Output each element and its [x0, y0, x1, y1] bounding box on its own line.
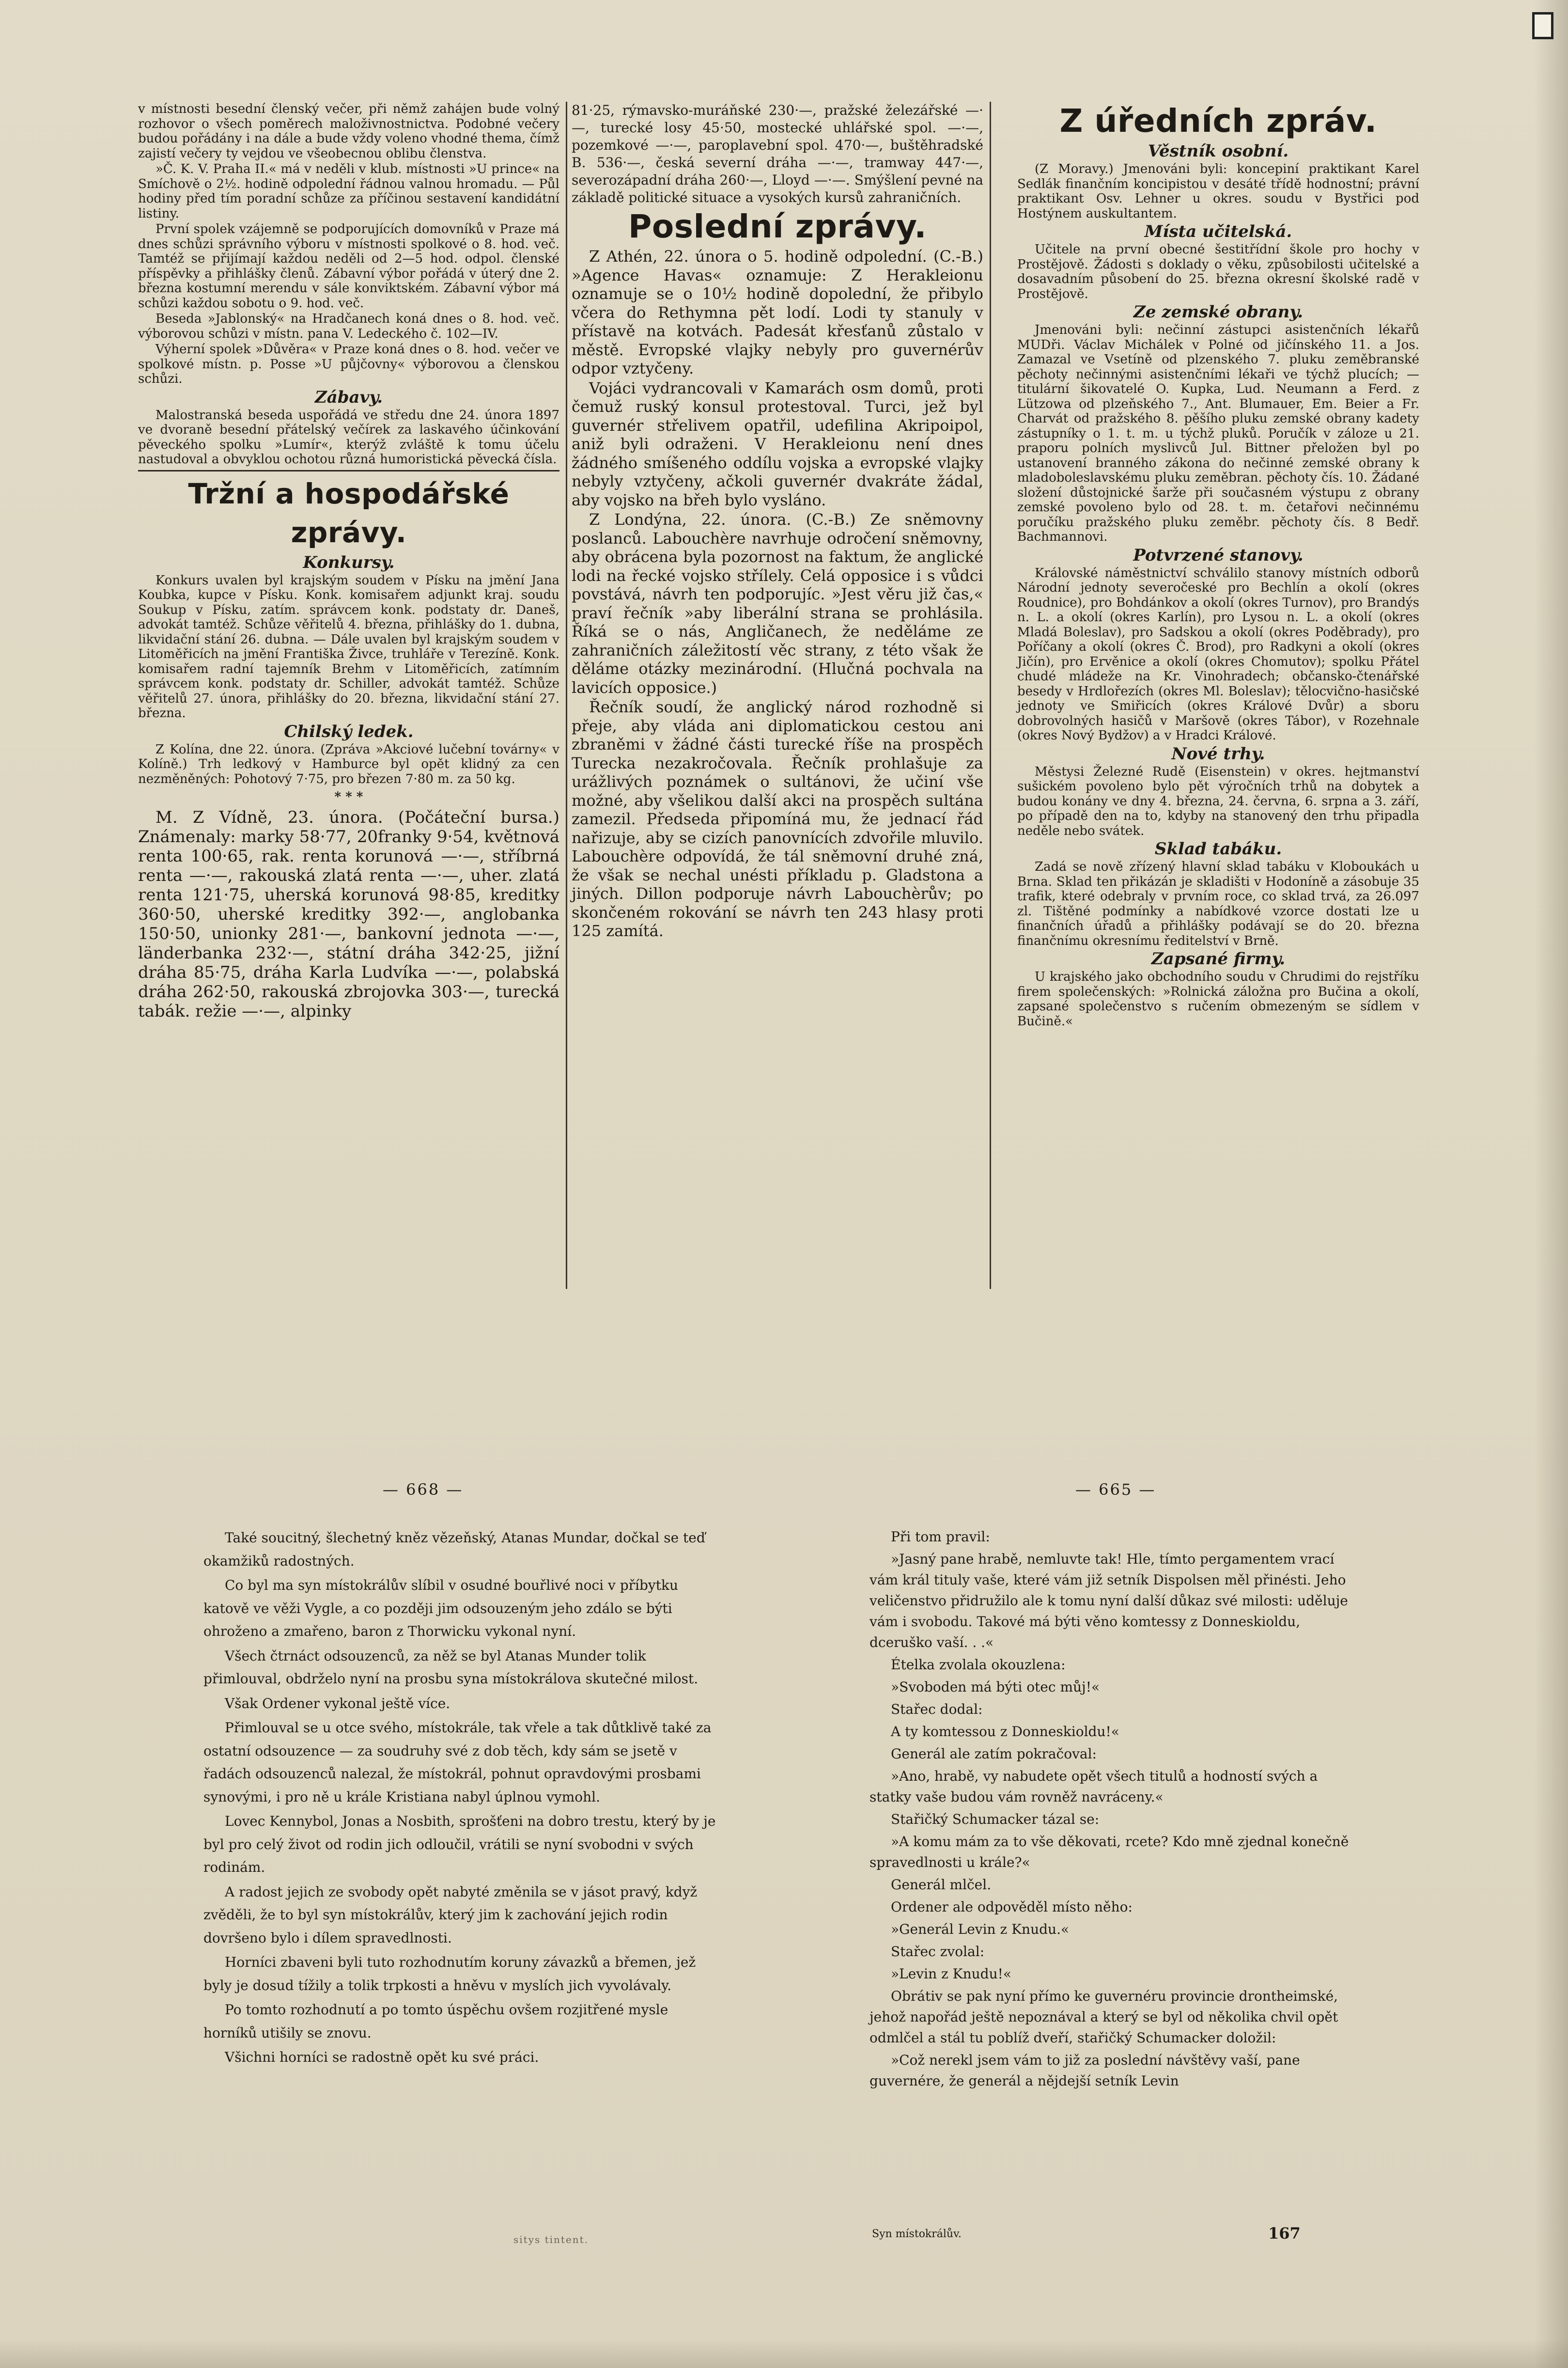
novel-paragraph: »Což nerekl jsem vám to již za poslední návštěvy vaší, pane guvernére, že generál a nějdejší setník Levin [869, 2052, 1300, 2089]
novel-paragraph: »Ano, hrabě, vy nabudete opět všech titulů a hodností svých a statky vaše budou vám rovněž navráceny.« [869, 1768, 1318, 1805]
novel-paragraph: Všichni horníci se radostně opět ku své práci. [225, 2049, 539, 2065]
novel-paragraph: Stařec dodal: [891, 1701, 983, 1717]
firmy-paragraph: U krajského jako obchodního soudu v Chrudimi do rejstříku firem společenských: »Rolnická záložna pro Bučina a okolí, zapsané společenstvo s ručením obmezeným se sídlem v Bučině.« [1017, 970, 1419, 1029]
novel-title-footer: Syn místokrálův. [872, 2228, 962, 2240]
firmy-heading: Zapsané firmy. [1151, 949, 1286, 969]
novel-paragraph: Generál ale zatím pokračoval: [891, 1746, 1097, 1762]
spolky-paragraph: Beseda »Jablonský« na Hradčanech koná dnes o 8. hod. več. výborovou schůzi v místn. pana V. Ledeckého č. 102—IV. [138, 312, 559, 341]
paper-edge-shadow [1534, 0, 1568, 2368]
novel-paragraph: Ételka zvolala okouzlena: [891, 1657, 1066, 1673]
middle-column [572, 102, 983, 941]
trhy-heading: Nové trhy. [1171, 744, 1265, 764]
sklad-paragraph: Zadá se nově zřízený hlavní sklad tabáku v Kloboukách u Brna. Sklad ten přikázán je skladišti v Hodoníně a zásobuje 35 trafik, které odebraly v prvním roce, co sklad trvá, za 26.097 zl. Tištěné podmínky a nabídkové vzorce dostati lze u finančních úřadů a přihlášky podávají se do 20. března finančnímu okresnímu ředitelství v Brně. [1017, 860, 1419, 948]
mista-paragraph: Učitele na první obecné šestitřídní škole pro hochy v Prostějově. Žádosti s doklady o věku, způsobilosti učitelské a dosavadním působení do 25. března okresní školské radě v Prostějově. [1017, 242, 1419, 301]
ledek-heading: Chilský ledek. [284, 721, 414, 741]
trzni-zpravy-heading: Tržní a hospodářské zprávy. [188, 477, 510, 549]
novel-paragraph: Lovec Kennybol, Jonas a Nosbith, sprošťeni na dobro trestu, který by je byl pro celý život od rodin jich odloučil, vrátili se nyní svobodni v svých rodinám. [203, 1813, 716, 1875]
novel-left-page [203, 1526, 717, 2070]
spolky-paragraph: v místnosti besední členský večer, při němž zahájen bude volný rozhovor o všech poměrech maloživnostnictva. Podobné večery budou pořádány i na dále a bude vždy voleno vhodné thema, čímž zajistí večery ty vejdou ve všeobecnou oblibu členstva. [138, 102, 559, 161]
posledni-zpravy-heading: Poslední zprávy. [628, 208, 927, 245]
novel-paragraph: »Jasný pane hrabě, nemluvte tak! Hle, tímto pergamentem vrací vám král tituly vaše, které vám již setník Dispolsen měl přinésti. Jeho veličenstvo přidružilo ale k tomu nyní další důkaz své milosti: uděluje vám i svobodu. Takové má býti věno komtessy z Donneskioldu, dceruško vaší. . .« [869, 1551, 1348, 1650]
novel-paragraph: Však Ordener vykonal ještě více. [225, 1695, 450, 1711]
vestnik-paragraph: (Z Moravy.) Jmenováni byli: koncepiní praktikant Karel Sedlák finančním koncipistou v desáté třídě hodnostní; právní praktikant Osv. Lehner u okres. soudu v Bystřici pod Hostýnem auskultantem. [1017, 162, 1419, 221]
spolky-paragraph: První spolek vzájemně se podporujících domovníků v Praze má dnes schůzi správního výboru v místnosti spolkové o 8. hod. več. Tamtéž se přijímají každou neděli od 2—5 hod. odpol. členské příspěvky a přihlášky členů. Zábavní výbor pořádá v úterý dne 2. března kostumní merendu v sále konviktském. Zábavní výbor má schůzi každou sobotu o 9. hod. več. [138, 222, 559, 311]
novel-paragraph: Také soucitný, šlechetný kněz vězeňský, Atanas Mundar, dočkal se teď okamžiků radostných. [203, 1530, 705, 1569]
vestnik-heading: Věstník osobní. [1148, 141, 1289, 161]
novel-paragraph: Všech čtrnáct odsouzenců, za něž se byl Atanas Munder tolik přimlouval, obdrželo nyní na prosbu syna místokrálova skutečné milost. [203, 1647, 699, 1687]
novel-paragraph: Horníci zbaveni byli tuto rozhodnutím koruny závazků a břemen, jež byly je dosud tížily a tolik trpkosti a hněvu v myslích jich vyvolávaly. [203, 1954, 696, 1993]
uredni-zpravy-heading: Z úředních zpráv. [1059, 102, 1377, 140]
novel-right-page [869, 1526, 1364, 2093]
konkursy-heading: Konkursy. [303, 552, 395, 572]
athens-report: Z Athén, 22. února o 5. hodině odpolední. (C.-B.) »Agence Havas« oznamuje: Z Herakleionu oznamuje se o 10½ hodině dopolední, že přibylo včera do Rethymna pět lodí. Lodi ty stanuly v přístavě na kotvách. Padesát křesťanů zůstalo v městě. Evropské vlajky nebyly pro guvernérův odpor vztyčeny. [572, 247, 983, 377]
novel-paragraph: Co byl ma syn místokrálův slíbil v osudné bouřlivé noci v příbytku katově ve věži Vygle, a co později jim odsouzeným jeho zdálo se býti ohroženo a zmařeno, baron z Thorwicku vykonal nyní. [203, 1577, 679, 1639]
right-column [1017, 102, 1419, 1030]
column-rule [990, 102, 991, 1289]
novel-paragraph: Po tomto rozhodnutí a po tomto úspěchu ovšem rozjitřené mysle horníků utišily se znovu. [203, 2002, 668, 2041]
stanovy-heading: Potvrzené stanovy. [1133, 545, 1304, 565]
separator-stars: * * * [334, 790, 363, 804]
novel-paragraph: »Generál Levin z Knudu.« [891, 1921, 1070, 1937]
left-page-number: — 668 — [383, 1480, 464, 1499]
london-report: Z Londýna, 22. února. (C.-B.) Ze sněmovny poslanců. Labouchère navrhuje odročení sněmovny, aby obrácena byla pozornost na faktum, že anglické lodi na řecké vojsko střílely. Celá opposice i s vůdci povstává, návrh ten podporujíc. »Jest věru již čas,« praví řečník »aby liberální strana se prohlásila. Říká se o nás, Angličanech, že neděláme ze zahraničních záležitostí věc strany, z této však že děláme otázky mezinárodní. (Hlučná pochvala na lavicích opposice.) [572, 510, 983, 697]
stanovy-paragraph: Královské náměstnictví schválilo stanovy místních odborů Národní jednoty severočeské pro Bechlín a okolí (okres Roudnice), pro Bohdánkov a okolí (okres Turnov), pro Brandýs n. L. a okolí (okres Karlín), pro Lysou n. L. a okolí (okres Mladá Boleslav), pro Sadskou a okolí (okres Poděbrady), pro Poříčany a okolí (okres Č. Brod), pro Radkyni a okolí (okres Jičín), pro Ervěnice a okolí (okres Chomutov); spolku Přátel chudé mládeže na Kr. Vinohradech; občansko-čtenářské besedy v Hrdlořezích (okres Ml. Boleslav); tělocvično-hasičské jednoty ve Smiřicích (okres Králové Dvůr) a sboru dobrovolných hasičů v Maršově (okres Tábor), v Rozehnale (okres Nový Bydžov) a v Hradci Králové. [1017, 565, 1419, 743]
trhy-paragraph: Městysi Železné Rudě (Eisenstein) v okres. hejtmanství sušickém povoleno bylo pět výročních trhů na dobytek a budou konány ve dny 4. března, 24. června, 6. srpna a 3. září, po případě den na to, kdyby na stanovený den trhu připadla neděle nebo svátek. [1017, 764, 1419, 838]
viden-bursa-paragraph: M. Z Vídně, 23. února. (Počáteční bursa.) Známenaly: marky 58·77, 20franky 9·54, květnová renta 100·65, rak. renta korunová —·—, stříbrná renta —·—, rakouská zlatá renta —·—, uher. zlatá renta 121·75, uherská korunová 98·85, kreditky 360·50, uherské kreditky 392·—, anglobanka 150·50, unionky 281·—, bankovní jednota —·—, länderbanka 232·—, státní dráha 342·25, jižní dráha 85·75, dráha Karla Ludvíka —·—, polabská dráha 262·50, rakouská zbrojovka 303·—, turecká tabák. režie —·—, alpinky [138, 808, 559, 1021]
column-rule [566, 102, 567, 1289]
spolky-paragraph: »Č. K. V. Praha II.« má v neděli v klub. místnosti »U prince« na Smíchově o 2½. hodině odpolední řádnou valnou hromadu. — Půl hodiny před tím poradní schůze za příčinou sestavení kandidátní listiny. [138, 162, 559, 221]
london-report-2: Řečník soudí, že anglický národ rozhodně si přeje, aby vláda ani diplomatickou cestou ani zbraněmi v žádné části turecké říše na prospěch Turecka nezakročovala. Řečník prohlašuje za urážlivých poznámek o sultánovi, že učiní vše možné, aby všelikou další akci na prospěch sultána zamezil. Předseda připomíná mu, že jednací řád nařizuje, aby se cizích panovnících zdvořile mluvilo. Labouchère odpovídá, že tál sněmovní druhé zná, že však se nechal unésti příkladu p. Gladstona a jiných. Dillon podporuje návrh Labouchèrův; po skončeném rokování se návrh ten 243 hlasy proti 125 zamítá. [572, 698, 983, 940]
novel-paragraph: A radost jejich ze svobody opět nabyté změnila se v jásot pravý, když zvěděli, že to byl syn místokrálův, který jim k zachování jejich rodin dovršeno bylo i dílem spravedlnosti. [203, 1883, 698, 1946]
zabavy-paragraph: Malostranská beseda uspořádá ve středu dne 24. února 1897 ve dvoraně besední přátelský večírek za laskavého účinkování pěveckého spolku »Lumír«, kterýž zvláště k tomu účelu nastudoval a obvyklou ochotou různá humoristická pěvecká čísla. [138, 408, 559, 467]
ledek-paragraph: Z Kolína, dne 22. února. (Zpráva »Akciové lučební továrny« v Kolíně.) Trh ledkový v Hamburce byl opět klidný za cen nezměněných: Pohotový 7·75, pro březen 7·80 m. za 50 kg. [138, 742, 559, 786]
corner-tab-mark [1532, 12, 1553, 39]
zemske-obrany-heading: Ze zemské obrany. [1133, 302, 1304, 322]
sheet-number: 167 [1268, 2224, 1301, 2243]
novel-paragraph: Obrátiv se pak nyní přímo ke guvernéru provincie drontheimské, jehož napořád ještě nepoznával a který se byl od několika chvil opět odmlčel a stál tu poblíž dveří, stařičký Schumacker doložil: [869, 1988, 1338, 2046]
section-divider [138, 470, 559, 471]
spolky-paragraph: Výherní spolek »Důvěra« v Praze koná dnes o 8. hod. večer ve spolkové místn. p. Posse »U půjčovny« výborovou a členskou schůzi. [138, 342, 559, 386]
novel-paragraph: »Levin z Knudu!« [891, 1966, 1011, 1982]
novel-paragraph: Při tom pravil: [891, 1529, 990, 1545]
zabavy-heading: Zábavy. [314, 387, 383, 407]
paper-bottom-shadow [0, 2339, 1568, 2368]
konkursy-paragraph: Konkurs uvalen byl krajským soudem v Písku na jmění Jana Koubka, kupce v Písku. Konk. komisařem adjunkt kraj. soudu Soukup v Písku, zatím. správcem konk. podstaty dr. Daneš, advokát tamtéž. Schůze věřitelů 4. března, přihlášky do 1. dubna, likvidační stání 26. dubna. — Dále uvalen byl krajským soudem v Litoměřicích na jmění Františka Živce, truhláře v Terezíně. Konk. komisařem radní tajemník Brehm v Litoměřicích, zatímním správcem konk. podstaty dr. Schiller, advokát tamtéž. Schůze věřitelů 27. února, přihlášky do 20. března, likvidační stání 27. března. [138, 573, 559, 721]
sklad-heading: Sklad tabáku. [1154, 839, 1282, 859]
novel-paragraph: »Svoboden má býti otec můj!« [891, 1679, 1100, 1695]
novel-paragraph: »A komu mám za to vše děkovati, rcete? Kdo mně zjednal konečně spravedlnosti u krále?« [869, 1834, 1349, 1870]
novel-paragraph: Generál mlčel. [891, 1877, 992, 1893]
athens-report-2: Vojáci vydrancovali v Kamarách osm domů, proti čemuž ruský konsul protestoval. Turci, jež byl guvernér střelivem opatřil, udefilina Akripoipol, aniž byli odraženi. V Herakleionu není dnes žádného smíšeného oddílu vojska a evropské vlajky nebyly vztyčeny, ačkoli guvernér dvakráte žádal, aby vojsko na břeh bylo vysláno. [572, 378, 983, 509]
novel-paragraph: Přimlouval se u otce svého, místokrále, tak vřele a tak důtklivě také za ostatní odsouzence — za soudruhy své z dob těch, kdy sám se jsetě v řadách odsouzenců nalezal, že místokrál, pohnut opravdovými prosbami synovými, i pro ně u krále Kristiana nabyl úplnou vymohl. [203, 1720, 712, 1805]
novel-paragraph: Ordener ale odpověděl místo něho: [891, 1899, 1133, 1915]
zemske-obrany-paragraph: Jmenováni byli: nečinní zástupci asistenčních lékařů MUDři. Václav Michálek v Polné od jičínského 11. a Jos. Zamazal ve Vsetíně od plzenského 7. pluku zeměbranské pěchoty nečinnými asistenčními lékaři ve týchž plucích; — titulární šikovatelé O. Kupka, Lud. Neumann a Ferd. z Lützowa od plzeňského 7., Ant. Blumauer, Em. Beier a Fr. Charvát od pražského 8. pěšího pluku zemské obrany kadety zástupníky o 1. t. m. u týchž pluků. Poručík v záloze u 21. praporu polních myslivců Jul. Bittner přeložen byl po ustanovení branného zákona do nečinné zemské obrany k mladoboleslavskému pluku zeměbran. pěchoty čís. 10. Žádané složení důstojnické šarže při současném výstupu z obrany zemské povoleno bylo od 28. t. m. četařovi nečinnému poručíku pražského pluku zeměbr. pěchoty čís. 8 Bedř. Bachmannovi. [1017, 323, 1419, 544]
novel-paragraph: Stařec zvolal: [891, 1944, 985, 1960]
left-page-footnote: sitys tintent. [513, 2234, 589, 2245]
bursa-continuation: 81·25, rýmavsko-muráňské 230·—, pražské železářské —·—, turecké losy 45·50, mostecké uhlářské spol. —·—, pozemkové —·—, paroplavební spol. 470·—, buštěhradské B. 536·—, česká severní dráha —·—, tramway 447·—, severozápadní dráha 260·—, Lloyd —·—. Smýšlení pevné na základě politické situace a vysokých kursů zahraničních. [572, 102, 983, 205]
novel-paragraph: A ty komtessou z Donneskioldu!« [891, 1724, 1119, 1740]
novel-paragraph: Stařičký Schumacker tázal se: [891, 1811, 1100, 1827]
mista-heading: Místa učitelská. [1144, 222, 1292, 241]
right-page-number: — 665 — [1075, 1480, 1156, 1499]
left-column [138, 102, 559, 1022]
